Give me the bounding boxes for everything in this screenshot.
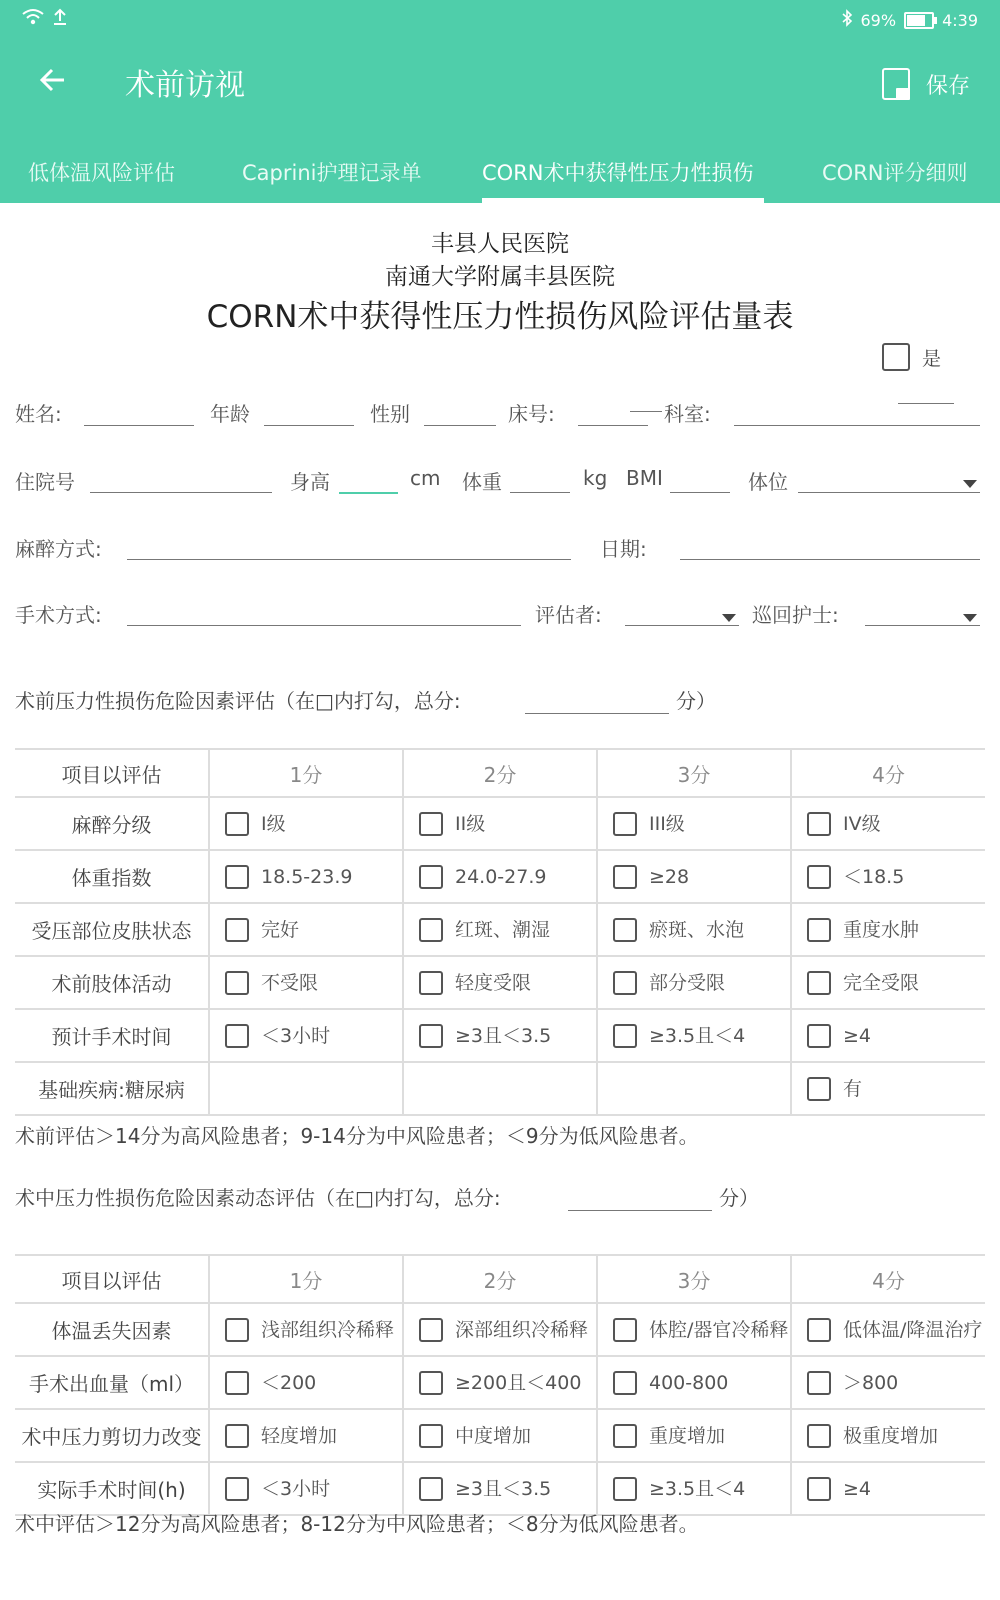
score-cell [791, 850, 985, 903]
option-label: ＜200 [261, 1371, 317, 1394]
score-cell [209, 1303, 403, 1356]
option-label: ≥28 [649, 865, 690, 888]
age-field[interactable] [264, 425, 354, 426]
score-cell [403, 956, 597, 1009]
score-checkbox[interactable] [419, 918, 443, 942]
option-label: 400-800 [649, 1371, 729, 1394]
score-checkbox[interactable] [807, 1318, 831, 1342]
score-checkbox[interactable] [613, 1477, 637, 1501]
option-label: 完好 [261, 918, 300, 941]
circulating-nurse-select[interactable] [865, 625, 980, 626]
score-checkbox[interactable] [419, 1318, 443, 1342]
score-checkbox[interactable] [807, 1024, 831, 1048]
yes-checkbox[interactable] [882, 343, 910, 371]
score-cell [597, 1062, 791, 1115]
status-bar [0, 0, 1000, 38]
score-cell [209, 1356, 403, 1409]
option-label: 瘀斑、水泡 [649, 918, 745, 941]
row-item-label: 实际手术时间(h) [15, 1462, 209, 1515]
score-checkbox[interactable] [225, 812, 249, 836]
option-label: ≥4 [843, 1024, 872, 1047]
score-checkbox[interactable] [419, 971, 443, 995]
surgery-method-field[interactable] [127, 625, 521, 626]
score-option[interactable] [598, 1424, 790, 1448]
score-cell [209, 1009, 403, 1062]
score-cell [209, 956, 403, 1009]
intraop-title-suffix: 分） [719, 1186, 759, 1210]
score-cell [403, 850, 597, 903]
column-header: 1分 [209, 749, 403, 797]
table-header-row [15, 749, 985, 797]
table-row [15, 956, 985, 1009]
assessor-select[interactable] [625, 625, 739, 626]
score-checkbox[interactable] [613, 812, 637, 836]
option-label: 不受限 [261, 971, 319, 994]
tab-bar [0, 141, 1000, 203]
score-cell [597, 797, 791, 850]
row-item-label: 预计手术时间 [15, 1009, 209, 1062]
row-item-label: 基础疾病:糖尿病 [15, 1062, 209, 1115]
assessment-form [0, 203, 1000, 1600]
option-label: ≥3.5且＜4 [649, 1477, 746, 1500]
score-checkbox[interactable] [419, 812, 443, 836]
score-cell [403, 1303, 597, 1356]
bmi-field[interactable] [670, 492, 730, 493]
score-checkbox[interactable] [807, 971, 831, 995]
option-label: 18.5-23.9 [261, 865, 353, 888]
hospital-name: 丰县人民医院 [431, 231, 569, 257]
name-field[interactable] [84, 425, 194, 426]
option-label: ≥3.5且＜4 [649, 1024, 746, 1047]
preop-total-score-field[interactable] [525, 713, 669, 714]
score-cell [597, 1356, 791, 1409]
score-cell [791, 956, 985, 1009]
score-option[interactable] [598, 918, 790, 942]
row-item-label: 手术出血量（ml） [15, 1356, 209, 1409]
option-label: IV级 [843, 812, 881, 835]
option-label: 轻度受限 [455, 971, 532, 994]
score-option[interactable] [598, 865, 790, 889]
score-cell [597, 1303, 791, 1356]
sex-label: 性别 [370, 402, 410, 426]
row-item-label: 体温丢失因素 [15, 1303, 209, 1356]
option-label: 极重度增加 [843, 1424, 939, 1447]
score-option[interactable] [210, 1477, 402, 1501]
score-cell [791, 1062, 985, 1115]
preop-scoring-note: 术前评估＞14分为高风险患者；9-14分为中风险患者；＜9分为低风险患者。 [15, 1124, 699, 1148]
intraop-scoring-note: 术中评估＞12分为高风险患者；8-12分为中风险患者；＜8分为低风险患者。 [15, 1512, 699, 1536]
score-checkbox[interactable] [225, 971, 249, 995]
score-option[interactable] [792, 865, 985, 889]
position-label: 体位 [748, 470, 788, 494]
score-checkbox[interactable] [807, 865, 831, 889]
score-cell [791, 1303, 985, 1356]
score-option[interactable] [210, 1424, 402, 1448]
score-cell [403, 1062, 597, 1115]
bed-dash [630, 411, 662, 412]
tab-corn-pressure-injury[interactable]: CORN术中获得性压力性损伤 [482, 161, 754, 185]
option-label: 体腔/器官冷稀释 [649, 1318, 789, 1341]
option-label: ＜3小时 [261, 1024, 331, 1047]
option-label: ＜3小时 [261, 1477, 331, 1500]
row-item-label: 术中压力剪切力改变 [15, 1409, 209, 1462]
score-option[interactable] [792, 812, 985, 836]
score-option[interactable] [404, 1371, 596, 1395]
score-cell [403, 1009, 597, 1062]
height-label: 身高 [290, 470, 330, 494]
score-option[interactable] [404, 1318, 596, 1342]
score-option[interactable] [792, 1371, 985, 1395]
chevron-down-icon[interactable] [963, 614, 977, 622]
score-cell [403, 797, 597, 850]
option-label: II级 [455, 812, 486, 835]
option-label: 低体温/降温治疗 [843, 1318, 983, 1341]
column-header: 2分 [403, 749, 597, 797]
form-title: CORN术中获得性压力性损伤风险评估量表 [206, 299, 794, 335]
upload-icon [52, 8, 68, 30]
score-checkbox[interactable] [225, 918, 249, 942]
score-option[interactable] [792, 1077, 985, 1101]
score-checkbox[interactable] [225, 865, 249, 889]
yes-label: 是 [922, 347, 942, 370]
score-cell [209, 850, 403, 903]
table-row [15, 1409, 985, 1462]
option-label: 24.0-27.9 [455, 865, 547, 888]
row-item-label: 麻醉分级 [15, 797, 209, 850]
score-checkbox[interactable] [807, 918, 831, 942]
assessor-label: 评估者: [535, 603, 602, 627]
table-row [15, 1356, 985, 1409]
score-cell [791, 1009, 985, 1062]
column-header: 3分 [597, 1255, 791, 1303]
score-option[interactable] [210, 865, 402, 889]
battery-level-fill [907, 15, 925, 26]
app-bar [0, 38, 1000, 141]
score-option[interactable] [210, 1024, 402, 1048]
score-checkbox[interactable] [613, 971, 637, 995]
date-field[interactable] [680, 559, 980, 560]
date-label: 日期: [600, 537, 647, 561]
score-checkbox[interactable] [807, 812, 831, 836]
option-label: ≥200且＜400 [455, 1371, 582, 1394]
preop-title-suffix: 分） [676, 689, 716, 713]
option-label: I级 [261, 812, 286, 835]
option-label: 有 [843, 1077, 863, 1100]
wifi-icon [22, 8, 44, 30]
score-option[interactable] [792, 1477, 985, 1501]
score-cell [597, 1009, 791, 1062]
score-checkbox[interactable] [807, 1077, 831, 1101]
option-label: 重度水肿 [843, 918, 920, 941]
score-option[interactable] [598, 1318, 790, 1342]
surgery-method-label: 手术方式: [15, 603, 102, 627]
bluetooth-icon [841, 9, 853, 31]
preop-risk-table [15, 748, 985, 1116]
score-cell [791, 903, 985, 956]
score-option[interactable] [598, 1371, 790, 1395]
score-option[interactable] [598, 1024, 790, 1048]
yes-option[interactable] [882, 343, 941, 371]
preop-title-text: 术前压力性损伤危险因素评估（在□内打勾，总分: [15, 689, 461, 713]
score-option[interactable] [210, 918, 402, 942]
column-header: 4分 [791, 749, 985, 797]
row-item-label: 术前肢体活动 [15, 956, 209, 1009]
table-row [15, 850, 985, 903]
score-option[interactable] [404, 1424, 596, 1448]
score-option[interactable] [598, 812, 790, 836]
dept-field[interactable] [734, 425, 980, 426]
save-label: 保存 [925, 73, 970, 99]
score-checkbox[interactable] [225, 1371, 249, 1395]
battery-percent: 69% [860, 10, 897, 30]
score-option[interactable] [404, 865, 596, 889]
score-option[interactable] [210, 1371, 402, 1395]
score-option[interactable] [404, 918, 596, 942]
score-cell [597, 1409, 791, 1462]
score-cell [791, 1462, 985, 1515]
column-header: 1分 [209, 1255, 403, 1303]
score-option[interactable] [404, 1477, 596, 1501]
option-label: ≥4 [843, 1477, 872, 1500]
column-header: 项目以评估 [15, 1255, 209, 1303]
score-cell [403, 1356, 597, 1409]
table-row [15, 903, 985, 956]
score-cell [209, 797, 403, 850]
score-option[interactable] [404, 1024, 596, 1048]
save-icon [882, 68, 910, 100]
score-cell [209, 903, 403, 956]
age-label: 年龄 [210, 402, 250, 426]
score-cell [791, 1356, 985, 1409]
score-option[interactable] [210, 971, 402, 995]
position-select[interactable] [798, 492, 980, 493]
row-item-label: 体重指数 [15, 850, 209, 903]
score-cell [209, 1409, 403, 1462]
score-cell [403, 903, 597, 956]
score-checkbox[interactable] [419, 1024, 443, 1048]
option-label: III级 [649, 812, 685, 835]
table-header-row [15, 1255, 985, 1303]
option-label: ≥3且＜3.5 [455, 1477, 552, 1500]
option-label: 轻度增加 [261, 1424, 338, 1447]
height-field[interactable] [339, 492, 398, 494]
anesthesia-field[interactable] [127, 559, 571, 560]
tab-hypothermia-risk[interactable]: 低体温风险评估 [28, 161, 175, 185]
table-row [15, 1062, 985, 1115]
score-checkbox[interactable] [225, 1318, 249, 1342]
option-label: ＞800 [843, 1371, 899, 1394]
score-checkbox[interactable] [225, 1477, 249, 1501]
score-checkbox[interactable] [613, 918, 637, 942]
hospital-affiliation: 南通大学附属丰县医院 [385, 264, 615, 290]
score-checkbox[interactable] [807, 1477, 831, 1501]
option-label: 浅部组织冷稀释 [261, 1318, 395, 1341]
inpatient-no-field[interactable] [90, 492, 272, 493]
page-title: 术前访视 [125, 68, 245, 103]
tab-corn-score-details[interactable]: CORN评分细则 [822, 161, 968, 185]
table-row [15, 1009, 985, 1062]
score-checkbox[interactable] [613, 1424, 637, 1448]
score-option[interactable] [404, 812, 596, 836]
score-option[interactable] [792, 918, 985, 942]
option-label: 中度增加 [455, 1424, 532, 1447]
score-option[interactable] [404, 971, 596, 995]
score-checkbox[interactable] [807, 1371, 831, 1395]
option-label: 红斑、潮湿 [455, 918, 551, 941]
weight-label: 体重 [462, 470, 502, 494]
sex-field[interactable] [424, 425, 496, 426]
dept-label: 科室: [664, 402, 711, 426]
score-cell [791, 1409, 985, 1462]
option-label: 重度增加 [649, 1424, 726, 1447]
column-header: 2分 [403, 1255, 597, 1303]
score-cell [209, 1062, 403, 1115]
score-checkbox[interactable] [613, 1024, 637, 1048]
clock: 4:39 [942, 10, 978, 30]
score-checkbox[interactable] [613, 865, 637, 889]
intraop-total-score-field[interactable] [568, 1210, 712, 1211]
score-cell [403, 1409, 597, 1462]
save-button[interactable] [882, 68, 970, 100]
score-checkbox[interactable] [419, 1371, 443, 1395]
inpatient-no-label: 住院号 [15, 470, 75, 494]
arrow-left-icon[interactable] [38, 64, 68, 104]
option-label: ＜18.5 [843, 865, 905, 888]
weight-unit: kg [583, 466, 608, 490]
option-label: 部分受限 [649, 971, 726, 994]
chevron-down-icon[interactable] [722, 614, 736, 622]
anesthesia-label: 麻醉方式: [15, 537, 102, 561]
score-cell [597, 850, 791, 903]
battery-icon [904, 12, 934, 29]
score-cell [597, 903, 791, 956]
score-checkbox[interactable] [419, 1424, 443, 1448]
column-header: 项目以评估 [15, 749, 209, 797]
score-checkbox[interactable] [419, 1477, 443, 1501]
score-option[interactable] [792, 1424, 985, 1448]
circulating-nurse-label: 巡回护士: [752, 603, 839, 627]
bed-label: 床号: [508, 402, 555, 426]
score-cell [791, 797, 985, 850]
option-label: ≥3且＜3.5 [455, 1024, 552, 1047]
option-label: 深部组织冷稀释 [455, 1318, 589, 1341]
dept-dash [898, 403, 954, 404]
score-checkbox[interactable] [807, 1424, 831, 1448]
score-option[interactable] [210, 1318, 402, 1342]
bed-field[interactable] [578, 425, 648, 426]
intraop-section-title [15, 1182, 501, 1211]
intraop-risk-table [15, 1254, 985, 1516]
score-option[interactable] [792, 971, 985, 995]
score-cell [597, 956, 791, 1009]
score-checkbox[interactable] [225, 1024, 249, 1048]
row-item-label: 受压部位皮肤状态 [15, 903, 209, 956]
option-label: 完全受限 [843, 971, 920, 994]
score-checkbox[interactable] [613, 1318, 637, 1342]
preop-section-title [15, 685, 461, 714]
column-header: 3分 [597, 749, 791, 797]
score-option[interactable] [210, 812, 402, 836]
height-unit: cm [410, 466, 441, 490]
tab-caprini-record[interactable]: Caprini护理记录单 [242, 161, 422, 185]
score-option[interactable] [792, 1024, 985, 1048]
intraop-title-text: 术中压力性损伤危险因素动态评估（在□内打勾，总分: [15, 1186, 501, 1210]
score-option[interactable] [598, 1477, 790, 1501]
weight-field[interactable] [510, 492, 570, 493]
column-header: 4分 [791, 1255, 985, 1303]
score-checkbox[interactable] [613, 1371, 637, 1395]
score-checkbox[interactable] [419, 865, 443, 889]
table-row [15, 1303, 985, 1356]
bmi-label: BMI [626, 466, 663, 490]
name-label: 姓名: [15, 402, 62, 426]
table-row [15, 797, 985, 850]
score-checkbox[interactable] [225, 1424, 249, 1448]
score-option[interactable] [598, 971, 790, 995]
chevron-down-icon[interactable] [963, 480, 977, 488]
score-option[interactable] [792, 1318, 985, 1342]
